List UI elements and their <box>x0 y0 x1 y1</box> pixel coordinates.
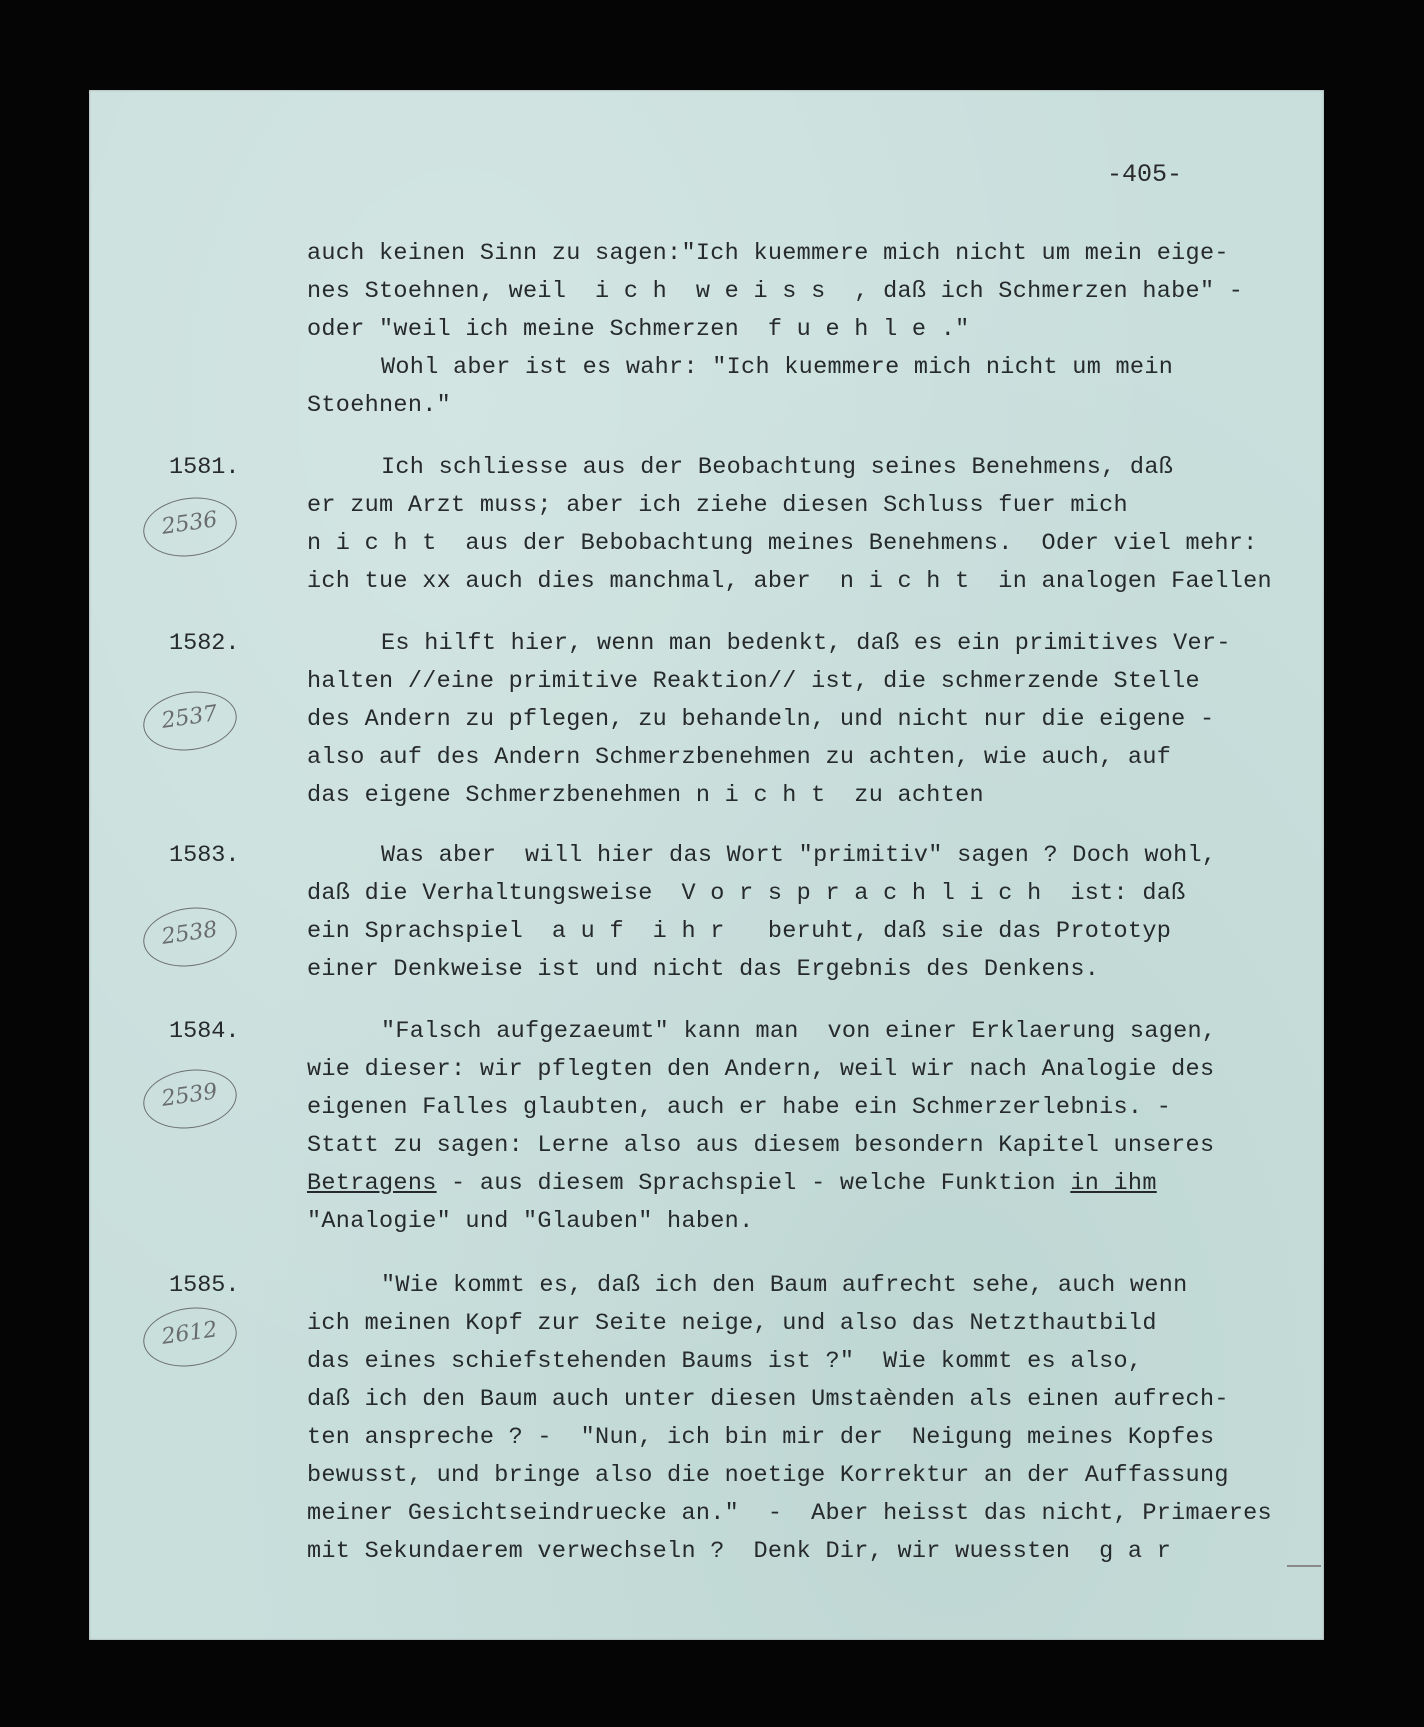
typescript-page <box>89 90 1324 1640</box>
text-line: Ich schliesse aus der Beobachtung seines Benehmens, daß <box>381 454 1174 481</box>
text-line: daß die Verhaltungsweise V o r s p r a c h l i c h ist: daß <box>307 880 1186 907</box>
text-line: Statt zu sagen: Lerne also aus diesem besondern Kapitel unseres <box>307 1132 1215 1159</box>
text-line: eigenen Falles glaubten, auch er habe ein Schmerzerlebnis. - <box>307 1094 1172 1121</box>
text-line: bewusst, und bringe also die noetige Korrektur an der Auffassung <box>307 1462 1229 1489</box>
text-line: auch keinen Sinn zu sagen:"Ich kuemmere mich nicht um mein eige- <box>307 240 1229 267</box>
text-line: Es hilft hier, wenn man bedenkt, daß es ein primitives Ver- <box>381 630 1231 657</box>
underlined-word: in ihm <box>1070 1170 1157 1197</box>
text-line <box>307 1170 1157 1197</box>
margin-note-number: 2612 <box>160 1317 219 1350</box>
margin-dash <box>1287 1565 1321 1567</box>
text-line: Stoehnen." <box>307 392 452 419</box>
margin-note <box>139 686 240 757</box>
entry-number: 1584. <box>169 1018 240 1045</box>
entry-number: 1582. <box>169 630 240 657</box>
text-line: ich tue xx auch dies manchmal, aber n i c h t in analogen Faellen <box>307 568 1272 595</box>
margin-note-number: 2539 <box>160 1079 219 1112</box>
entry-number: 1583. <box>169 842 240 869</box>
text-line: oder "weil ich meine Schmerzen f u e h l e ." <box>307 316 970 343</box>
margin-note <box>139 492 240 563</box>
text-line: mit Sekundaerem verwechseln ? Denk Dir, wir wuessten g a r <box>307 1538 1172 1565</box>
margin-note <box>139 1064 240 1135</box>
text-line: also auf des Andern Schmerzbenehmen zu achten, wie auch, auf <box>307 744 1172 771</box>
text-line: Wohl aber ist es wahr: "Ich kuemmere mich nicht um mein <box>381 354 1174 381</box>
text-line: Was aber will hier das Wort "primitiv" sagen ? Doch wohl, <box>381 842 1217 869</box>
text-segment: - aus diesem Sprachspiel - welche Funktion <box>436 1170 1071 1197</box>
text-line: daß ich den Baum auch unter diesen Umstaènden als einen aufrech- <box>307 1386 1229 1413</box>
text-line: meiner Gesichtseindruecke an." - Aber heisst das nicht, Primaeres <box>307 1500 1272 1527</box>
margin-note-number: 2538 <box>160 917 219 950</box>
text-line: "Wie kommt es, daß ich den Baum aufrecht sehe, auch wenn <box>381 1272 1188 1299</box>
text-line: das eines schiefstehenden Baums ist ?" Wie kommt es also, <box>307 1348 1143 1375</box>
text-line: "Falsch aufgezaeumt" kann man von einer Erklaerung sagen, <box>381 1018 1217 1045</box>
entry-number: 1581. <box>169 454 240 481</box>
text-line: "Analogie" und "Glauben" haben. <box>307 1208 754 1235</box>
underlined-word: Betragens <box>307 1170 437 1197</box>
text-line: des Andern zu pflegen, zu behandeln, und nicht nur die eigene - <box>307 706 1215 733</box>
text-line: einer Denkweise ist und nicht das Ergebnis des Denkens. <box>307 956 1100 983</box>
text-line: das eigene Schmerzbenehmen n i c h t zu achten <box>307 782 984 809</box>
page-number: -405- <box>1106 160 1182 189</box>
text-line: ein Sprachspiel a u f i h r beruht, daß sie das Prototyp <box>307 918 1172 945</box>
text-line: ten anspreche ? - "Nun, ich bin mir der Neigung meines Kopfes <box>307 1424 1215 1451</box>
margin-note-number: 2537 <box>160 701 219 734</box>
margin-note-number: 2536 <box>160 507 219 540</box>
margin-note <box>139 902 240 973</box>
text-line: er zum Arzt muss; aber ich ziehe diesen Schluss fuer mich <box>307 492 1128 519</box>
margin-note <box>139 1302 240 1373</box>
text-line: wie dieser: wir pflegten den Andern, weil wir nach Analogie des <box>307 1056 1215 1083</box>
text-line: ich meinen Kopf zur Seite neige, und also das Netzthautbild <box>307 1310 1157 1337</box>
entry-number: 1585. <box>169 1272 240 1299</box>
text-line: n i c h t aus der Bebobachtung meines Benehmens. Oder viel mehr: <box>307 530 1258 557</box>
text-line: nes Stoehnen, weil i c h w e i s s , daß ich Schmerzen habe" - <box>307 278 1244 305</box>
text-line: halten //eine primitive Reaktion// ist, die schmerzende Stelle <box>307 668 1200 695</box>
